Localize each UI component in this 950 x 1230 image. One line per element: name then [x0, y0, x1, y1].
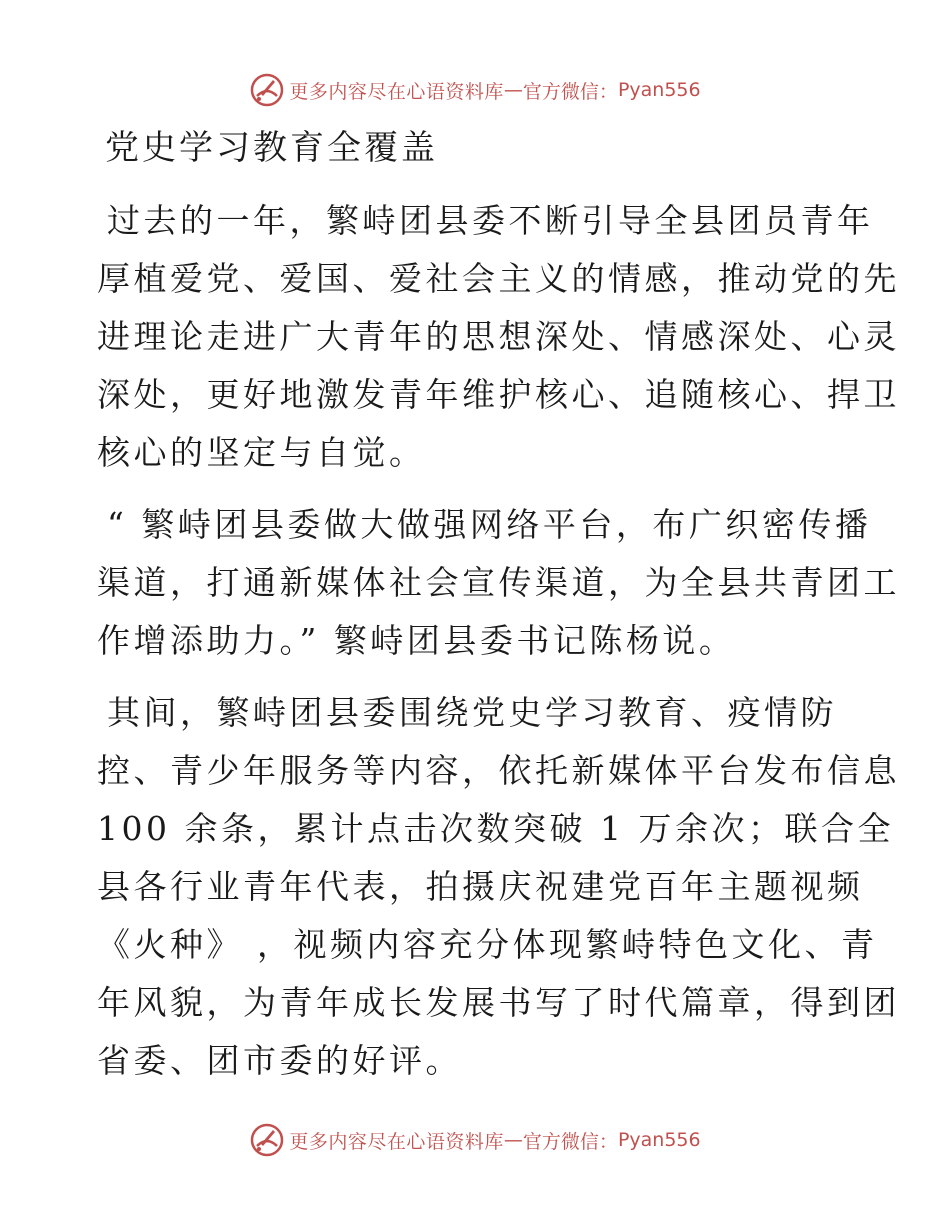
paragraph-line: 其间，繁峙团县委围绕党史学习教育、疫情防 [107, 693, 837, 732]
watermark-official-label: 官方微信： [522, 1130, 618, 1153]
paragraph-line: 渠道，打通新媒体社会宣传渠道，为全县共青团工 [97, 563, 900, 602]
paragraph-line: “ 繁峙团县委做大做强网络平台，布广织密传播 [107, 505, 872, 544]
paragraph-line: 深处，更好地激发青年维护核心、追随核心、捍卫 [97, 375, 900, 414]
watermark-wechat-id: Pyan556 [617, 79, 701, 101]
paragraph-line: 100 余条，累计点击次数突破 1 万余次；联合全 [97, 809, 894, 848]
watermark-official-label: 官方微信： [522, 80, 618, 103]
paragraph-line: 进理论走进广大青年的思想深处、情感深处、心灵 [97, 317, 900, 356]
footer-watermark [0, 1120, 950, 1160]
book-quill-logo-icon [249, 1122, 285, 1158]
paragraph-line: 省委、团市委的好评。 [97, 1041, 462, 1080]
paragraph-3 [97, 684, 900, 1090]
paragraph-2 [97, 496, 900, 670]
paragraph-line: 作增添助力。” 繁峙团县委书记陈杨说。 [97, 621, 736, 660]
watermark-main-text: 更多内容尽在心语资料库 [289, 80, 504, 103]
article-body [97, 122, 900, 1090]
paragraph-line: 年风貌，为青年成长发展书写了时代篇章，得到团 [97, 983, 900, 1022]
paragraph-line: 控、青少年服务等内容，依托新媒体平台发布信息 [97, 751, 900, 790]
paragraph-1 [97, 192, 900, 482]
paragraph-line: 《火种》 ，视频内容充分体现繁峙特色文化、青 [97, 925, 878, 964]
book-quill-logo-icon [249, 72, 285, 108]
header-watermark [0, 70, 950, 110]
paragraph-line: 核心的坚定与自觉。 [97, 433, 426, 472]
watermark-main-text: 更多内容尽在心语资料库 [289, 1130, 504, 1153]
watermark-wechat-id: Pyan556 [617, 1129, 701, 1151]
paragraph-line: 过去的一年，繁峙团县委不断引导全县团员青年 [107, 201, 874, 240]
watermark-dash: — [503, 79, 523, 101]
paragraph-line: 厚植爱党、爱国、爱社会主义的情感，推动党的先 [97, 259, 900, 298]
article-heading: 党史学习教育全覆盖 [105, 128, 438, 168]
watermark-dash: — [503, 1129, 523, 1151]
paragraph-line: 县各行业青年代表，拍摄庆祝建党百年主题视频 [97, 867, 864, 906]
